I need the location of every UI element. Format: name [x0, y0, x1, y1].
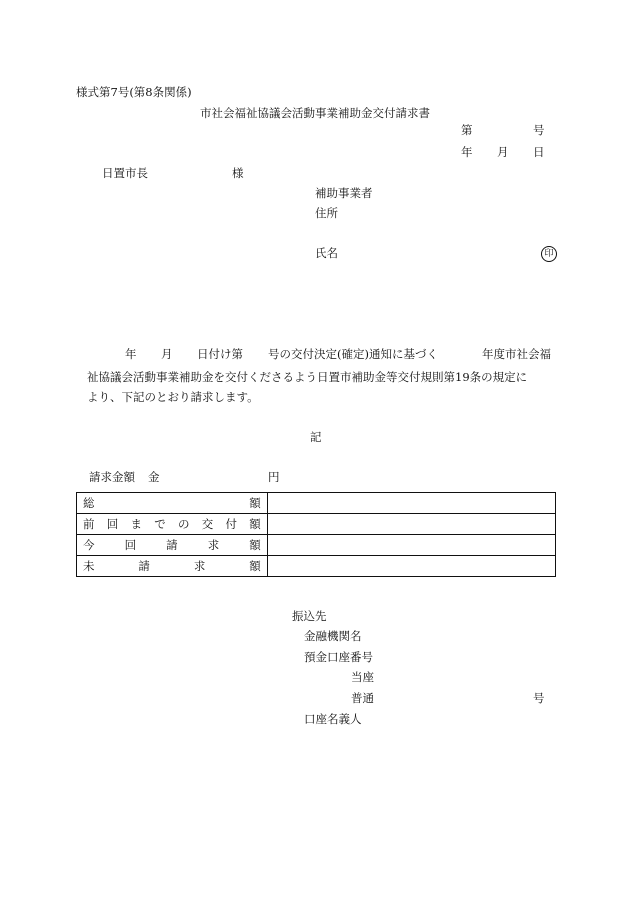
body-year: 年	[125, 347, 137, 361]
label-char: 今	[83, 538, 95, 552]
current-account-label: 当座	[351, 670, 374, 684]
address-label: 住所	[315, 206, 338, 220]
addressee-honorific: 様	[232, 166, 244, 180]
label-char: 額	[249, 538, 261, 552]
account-holder-label: 口座名義人	[304, 712, 362, 726]
claim-table	[76, 492, 556, 577]
body-month: 月	[161, 347, 173, 361]
label-char: 額	[249, 517, 261, 531]
label-char: 求	[207, 538, 220, 552]
claim-amount-yen: 円	[268, 470, 280, 484]
row-label-previous	[77, 514, 268, 535]
claim-amount-kin: 金	[148, 470, 160, 484]
label-char: 額	[249, 496, 261, 510]
body-line-3: より、下記のとおり請求します。	[87, 390, 259, 404]
table-row	[77, 493, 556, 514]
label-char: 総	[83, 496, 95, 510]
ki-marker: 記	[310, 430, 322, 444]
label-char: 回	[106, 517, 119, 531]
applicant-label: 補助事業者	[315, 186, 373, 200]
label-char: 交	[201, 517, 214, 531]
form-number: 様式第7号(第8条関係)	[76, 85, 192, 99]
body-fiscal: 年度市社会福	[482, 347, 551, 361]
label-char: 額	[249, 559, 261, 573]
bank-name-label: 金融機関名	[304, 629, 362, 643]
row-label-unclaimed	[77, 556, 268, 577]
label-char: 前	[83, 517, 95, 531]
label-char: 回	[124, 538, 137, 552]
account-number-label: 預金口座番号	[304, 650, 373, 664]
table-row	[77, 556, 556, 577]
row-label-total	[77, 493, 268, 514]
label-char: 請	[166, 538, 178, 552]
label-char: 求	[193, 559, 206, 573]
name-label: 氏名	[315, 246, 338, 260]
body-dated: 日付け第	[197, 347, 243, 361]
value-cell-unclaimed[interactable]	[267, 556, 555, 577]
body-line-2: 祉協議会活動事業補助金を交付くださるよう日置市補助金等交付規則第19条の規定に	[87, 370, 528, 384]
value-cell-total[interactable]	[267, 493, 555, 514]
value-cell-current[interactable]	[267, 535, 555, 556]
claim-amount-label: 請求金額	[89, 470, 135, 484]
number-suffix: 号	[533, 123, 545, 137]
label-char: の	[178, 517, 190, 531]
label-char: で	[154, 517, 166, 531]
seal-mark-icon: 印	[541, 246, 557, 262]
label-char: ま	[130, 517, 142, 531]
document-title: 市社会福祉協議会活動事業補助金交付請求書	[200, 106, 430, 120]
date-month: 月	[497, 145, 509, 159]
ordinary-account-label: 普通	[351, 691, 374, 705]
account-number-suffix: 号	[533, 691, 545, 705]
date-year: 年	[461, 145, 473, 159]
label-char: 請	[138, 559, 150, 573]
body-decision: 号の交付決定(確定)通知に基づく	[268, 347, 438, 361]
addressee: 日置市長	[102, 166, 148, 180]
number-prefix: 第	[461, 123, 473, 137]
label-char: 付	[225, 517, 237, 531]
value-cell-previous[interactable]	[267, 514, 555, 535]
date-day: 日	[533, 145, 545, 159]
transfer-heading: 振込先	[292, 609, 327, 623]
table-row	[77, 535, 556, 556]
table-row	[77, 514, 556, 535]
label-char: 未	[83, 559, 95, 573]
row-label-current	[77, 535, 268, 556]
